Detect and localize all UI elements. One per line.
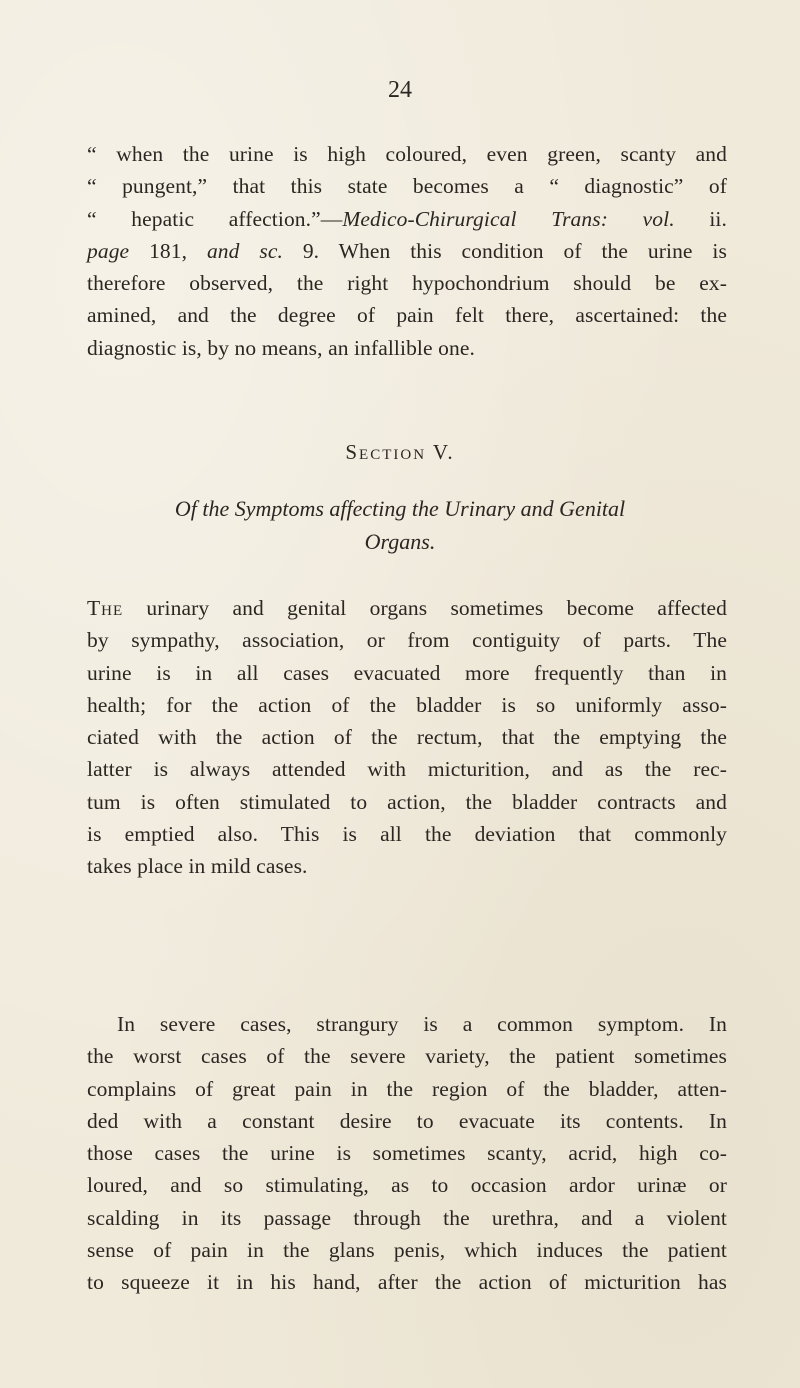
text-line: In severe cases, strangury is a common symptom. In (117, 1012, 727, 1036)
text-line: to squeeze it in his hand, after the action of micturition has (87, 1270, 727, 1295)
paragraph-first-word: The (87, 596, 124, 620)
text-line-start: “ hepatic affection.”— (87, 206, 343, 231)
text-line: therefore observed, the right hypochondrium should be ex- (87, 271, 727, 296)
text-line: health; for the action of the bladder is so uniformly asso- (87, 692, 727, 717)
text-line: “ when the urine is high coloured, even green, scanty and (87, 142, 727, 166)
text-line: latter is always attended with micturition, and as the rec- (87, 757, 727, 782)
text-line: complains of great pain in the region of the bladder, atten- (87, 1076, 727, 1101)
text-line: those cases the urine is sometimes scanty, acrid, high co- (87, 1141, 727, 1166)
text-line-rest: urinary and genital organs sometimes become affected (123, 596, 727, 620)
section-heading: Section V. (345, 440, 455, 464)
text-line: urine is in all cases evacuated more frequently than in (87, 660, 727, 685)
paragraph-two (87, 592, 727, 883)
text-line-end: 9. When this condition of the urine is (282, 238, 727, 263)
text-line: ded with a constant desire to evacuate its contents. In (87, 1108, 727, 1133)
text-line: by sympathy, association, or from contiguity of parts. The (87, 628, 727, 653)
text-line: “ pungent,” that this state becomes a “ diagnostic” of (87, 174, 727, 199)
text-line: is emptied also. This is all the deviation that commonly (87, 822, 727, 847)
text-line: sense of pain in the glans penis, which induces the patient (87, 1238, 727, 1263)
text-line: takes place in mild cases. (87, 854, 308, 879)
text-line (87, 592, 727, 624)
section-title-line: Of the Symptoms affecting the Urinary and Genital (174, 496, 626, 521)
text-line (87, 203, 727, 235)
text-line: scalding in its passage through the urethra, and a violent (87, 1205, 727, 1230)
citation-page-word: page (87, 238, 130, 263)
citation-volume: ii. (674, 206, 727, 231)
text-line: loured, and so stimulating, as to occasion ardor urinæ or (87, 1173, 727, 1198)
section-title-line: Organs. (364, 529, 436, 554)
text-line: ciated with the action of the rectum, that the emptying the (87, 725, 727, 750)
page-number: 24 (388, 77, 412, 103)
citation-page-number: 181, (129, 238, 207, 263)
citation-title: Medico-Chirurgical Trans: vol. (342, 206, 675, 231)
citation-and-sc: and sc. (206, 238, 283, 263)
paragraph-three (87, 1008, 727, 1299)
text-line: amined, and the degree of pain felt there, ascertained: the (87, 303, 727, 328)
text-line (87, 235, 727, 267)
text-line: tum is often stimulated to action, the bladder contracts and (87, 789, 727, 814)
text-line: diagnostic is, by no means, an infallible one. (87, 335, 475, 360)
section-title (0, 492, 800, 558)
text-line: the worst cases of the severe variety, the patient sometimes (87, 1044, 727, 1069)
top-paragraph (87, 138, 727, 364)
